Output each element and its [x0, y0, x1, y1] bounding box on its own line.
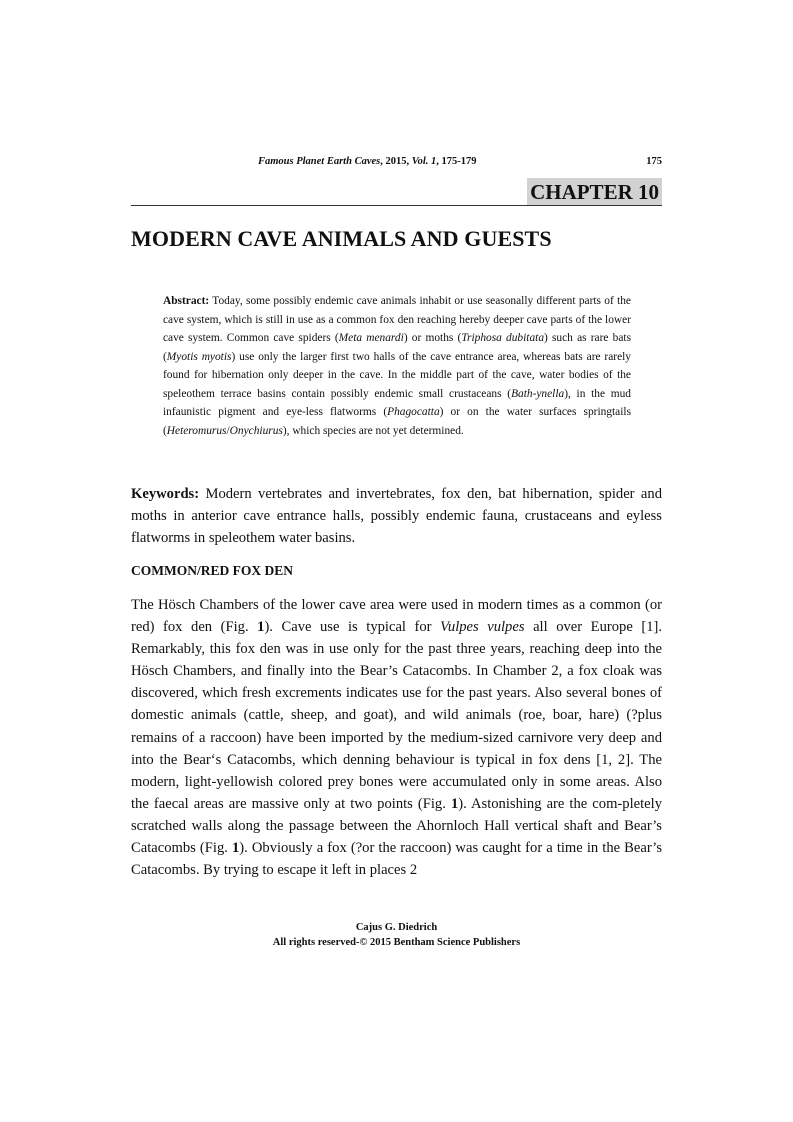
abstract-text: ), in the mud infaunistic pigment and eye-less flatworms ( [163, 387, 631, 418]
running-header [258, 156, 477, 167]
species-name: Phagocatta [387, 406, 440, 418]
species-name: Heteromurus [166, 424, 227, 437]
body-text: ). Obviously a fox (?or the raccoon) was caught for a time in the Bear’s Catacombs. By trying to escape it left in places 2 [131, 840, 662, 879]
abstract-text: ) use only the larger first two halls of the cave entrance area, whereas bats are rarely found for hibernation only deeper in the cave. In the middle part of the cave, water bodies of the speleothem terrace basins contain possibly endemic small crustaceans ( [163, 350, 631, 400]
body-text: ). Cave use is typical for [264, 619, 441, 636]
species-name: Vulpes vulpes [440, 619, 525, 636]
abstract-label: Abstract: [163, 295, 210, 307]
body-text: The Hösch Chambers of the lower cave area were used in modern times as a common (or red) fox den (Fig. [131, 597, 662, 636]
journal-name: Famous Planet Earth Caves [258, 156, 381, 167]
abstract-text: ) or on the water surfaces springtails ( [163, 406, 632, 437]
header-rule [131, 205, 662, 206]
body-text: ). Astonishing are the com-pletely scratched walls along the passage between the Ahornloch Hall vertical shaft and Bear’s Catacombs (Fig. [131, 795, 663, 857]
keywords-text: Modern vertebrates and invertebrates, fox den, bat hibernation, spider and moths in anterior cave entrance halls, possibly endemic fauna, crustaceans and eyless flatworms in speleothem water basins. [131, 486, 662, 546]
species-name: Bath-ynella [511, 387, 565, 400]
keywords-label: Keywords: [131, 486, 200, 502]
keywords [131, 483, 662, 549]
figure-ref[interactable]: 1 [450, 795, 459, 812]
abstract-text: ), which species are not yet determined. [282, 424, 464, 437]
chapter-title: MODERN CAVE ANIMALS AND GUESTS [131, 226, 552, 251]
footer-author: Cajus G. Diedrich [355, 922, 438, 933]
species-name: Myotis myotis [166, 350, 232, 363]
footer-rights: All rights reserved-© 2015 Bentham Science Publishers [272, 937, 521, 948]
abstract-text: Today, some possibly endemic cave animals inhabit or use seasonally different parts of the cave system, which is still in use as a common fox den reaching hereby deeper cave parts of the lower cave system. Common cave spiders ( [163, 295, 631, 344]
species-name: Meta menardi [338, 332, 404, 344]
chapter-label: CHAPTER 10 [527, 178, 662, 205]
abstract-text: ) such as rare bats ( [163, 332, 632, 363]
journal-volume: Vol. 1 [411, 156, 437, 167]
species-name: Triphosa dubitata [461, 332, 545, 344]
species-name: Onychiurus [229, 424, 283, 437]
figure-ref[interactable]: 1 [257, 619, 265, 636]
page-number: 175 [646, 156, 662, 167]
figure-ref[interactable]: 1 [231, 840, 240, 857]
abstract-text: / [226, 424, 230, 437]
body-text: all over Europe [1]. Remarkably, this fox den was in use only for the past three years, reaching deep into the Hösch Chambers, and finally into the Bear’s Catacombs. In Chamber 2, a fox cloak was discovered, which fresh excrements indicates use for the past years. Also several bones of domestic animals (cattle, sheep, and goat), and wild animals (roe, boar, hare) (?plus remains of a raccoon) have been imported by the medium-sized carnivore very deep and into the Bear‘s Catacombs, which denning behaviour is typical in fox dens [1, 2]. The modern, light-yellowish colored prey bones were accumulated only in some areas. Also the faecal areas are massive only at two points (Fig. [131, 619, 662, 812]
body-paragraph [131, 594, 662, 881]
abstract-text: ) or moths ( [403, 332, 462, 344]
journal-pages: , 175-179 [436, 156, 477, 167]
abstract [163, 292, 631, 440]
section-heading: COMMON/RED FOX DEN [131, 563, 293, 578]
journal-year: , 2015, [380, 156, 412, 167]
